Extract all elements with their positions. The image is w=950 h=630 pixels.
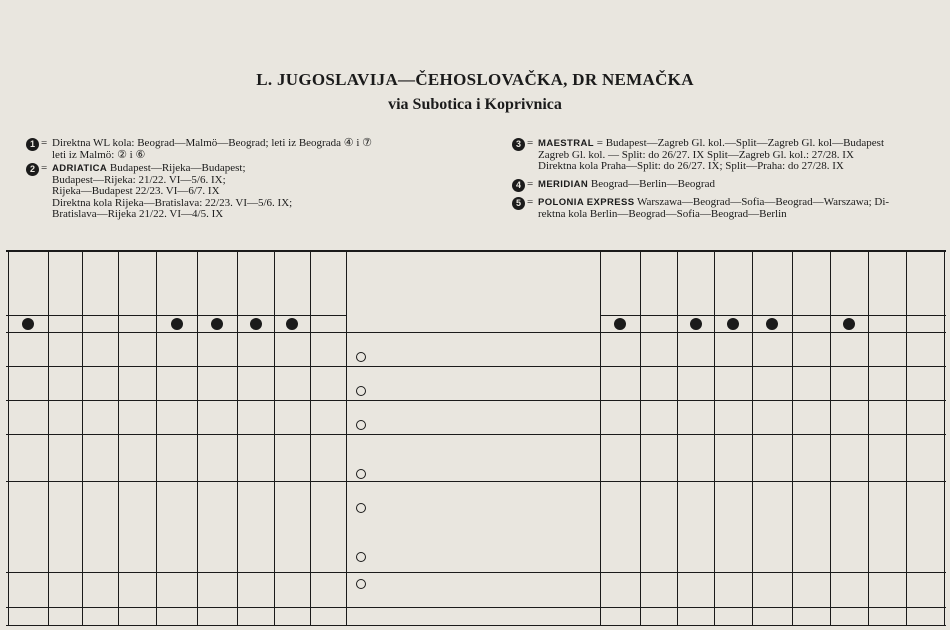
note-4: 4 = MERIDIAN Beograd—Berlin—Beograd xyxy=(538,179,715,191)
station-circle-8 xyxy=(356,469,366,479)
station-circle-15 xyxy=(356,579,366,589)
note-2-line-1: Budapest—Rijeka—Budapest; xyxy=(107,162,246,174)
right-header-note-marker-204 xyxy=(690,318,702,330)
note-3-line-1: = Budapest—Zagreb Gl. kol.—Split—Zagreb Gl. kol—Budapest xyxy=(593,137,885,149)
rule-header-right xyxy=(600,315,946,316)
left-col-rule-0 xyxy=(8,250,9,625)
rule-5 xyxy=(6,481,946,482)
right-header-note-marker-1202 xyxy=(843,318,855,330)
left-col-rule-8 xyxy=(310,250,311,625)
note-3: 3 = MAESTRAL = Budapest—Zagreb Gl. kol.—Split—Zagreb Gl. kol—Budapest Zagreb Gl. kol. — Split: do 26/27. IX Split—Zagreb Gl. kol.: 27/28. IX Direktna kola Praha—Split: do 26/27. IX; Split—Praha: do 27/28. IX xyxy=(538,138,884,173)
note-2-line-5: Bratislava—Rijeka 21/22. VI—4/5. IX xyxy=(52,208,224,220)
right-header-note-marker-377 xyxy=(727,318,739,330)
right-col-rule-2 xyxy=(677,250,678,625)
left-col-rule-5 xyxy=(197,250,198,625)
note-3-marker: 3 xyxy=(512,138,525,151)
station-circle-1 xyxy=(356,352,366,362)
right-col-rule-5 xyxy=(792,250,793,625)
right-header-note-marker-233 xyxy=(766,318,778,330)
note-4-marker: 4 xyxy=(512,179,525,192)
right-col-rule-0 xyxy=(600,250,601,625)
note-2-line-3: Rijeka—Budapest 22/23. VI—6/7. IX xyxy=(52,185,220,197)
station-circle-5 xyxy=(356,420,366,430)
left-col-rule-4 xyxy=(156,250,157,625)
left-header-note-marker-376 xyxy=(250,318,262,330)
note-5-name: POLONIA EXPRESS xyxy=(538,197,635,208)
note-4-line-1: Beograd—Berlin—Beograd xyxy=(588,178,715,190)
note-3-name: MAESTRAL xyxy=(538,138,594,149)
note-5: 5 = POLONIA EXPRESS Warszawa—Beograd—Sofia—Beograd—Warszawa; Di- rektna kola Berlin—Beograd—Sofia—Beograd—Berlin xyxy=(538,197,889,220)
note-3-line-2: Zagreb Gl. kol. — Split: do 26/27. IX Split—Zagreb Gl. kol.: 27/28. IX xyxy=(538,148,854,161)
left-col-rule-7 xyxy=(274,250,275,625)
note-2-marker: 2 xyxy=(26,163,39,176)
note-5-line-1: Warszawa—Beograd—Sofia—Beograd—Warszawa; Di- xyxy=(634,196,890,208)
left-col-rule-2 xyxy=(82,250,83,625)
rule-0 xyxy=(6,250,946,252)
station-circle-13 xyxy=(356,552,366,562)
right-col-rule-3 xyxy=(714,250,715,625)
left-header-note-marker-232 xyxy=(22,318,34,330)
note-1-line-1: Direktna WL kola: Beograd—Malmö—Beograd; leti iz Beograda ④ i ⑦ xyxy=(52,137,372,149)
note-4-name: MERIDIAN xyxy=(538,179,589,190)
page-title: L. JUGOSLAVIJA—ČEHOSLOVAČKA, DR NEMAČKA xyxy=(256,70,694,89)
rule-7 xyxy=(6,607,946,608)
rule-4 xyxy=(6,434,946,435)
rule-1 xyxy=(6,332,946,333)
station-circle-10 xyxy=(356,503,366,513)
note-1: 1 = Direktna WL kola: Beograd—Malmö—Beograd; leti iz Beograda ④ i ⑦ leti iz Malmö: ② i ⑥ xyxy=(52,138,372,161)
note-2-name: ADRIATICA xyxy=(52,163,108,174)
note-3-line-3: Direktna kola Praha—Split: do 26/27. IX; Split—Praha: do 27/28. IX xyxy=(538,160,844,172)
left-header-note-marker-205 xyxy=(211,318,223,330)
station-circle-3 xyxy=(356,386,366,396)
left-col-rule-6 xyxy=(237,250,238,625)
note-2-line-4: Direktna kola Rijeka—Bratislava: 22/23. VI—5/6. IX; xyxy=(52,196,293,209)
page-subtitle: via Subotica i Koprivnica xyxy=(388,96,562,113)
left-header-note-marker-330 xyxy=(286,318,298,330)
rule-3 xyxy=(6,400,946,401)
right-col-rule-7 xyxy=(868,250,869,625)
rule-header-left xyxy=(6,315,346,316)
right-col-rule-4 xyxy=(752,250,753,625)
left-col-rule-1 xyxy=(48,250,49,625)
rule-6 xyxy=(6,572,946,573)
right-col-rule-8 xyxy=(906,250,907,625)
left-col-rule-3 xyxy=(118,250,119,625)
right-header-note-marker-331 xyxy=(614,318,626,330)
note-2: 2 = ADRIATICA Budapest—Rijeka—Budapest; Budapest—Rijeka: 21/22. VI—5/6. IX; Rijeka—Budapest 22/23. VI—6/7. IX Direktna kola Rijeka—Bratislava: 22/23. VI—5/6. IX; Bratislava—Rijeka 21/22. VI—4/5. IX xyxy=(52,163,292,221)
right-col-rule-1 xyxy=(640,250,641,625)
right-col-rule-9 xyxy=(944,250,945,625)
note-5-line-2: rektna kola Berlin—Beograd—Sofia—Beograd—Berlin xyxy=(538,207,787,220)
left-header-note-marker-1203 xyxy=(171,318,183,330)
left-col-rule-9 xyxy=(346,250,347,625)
note-2-line-2: Budapest—Rijeka: 21/22. VI—5/6. IX; xyxy=(52,173,226,186)
note-5-marker: 5 xyxy=(512,197,525,210)
right-col-rule-6 xyxy=(830,250,831,625)
note-1-line-2: leti iz Malmö: ② i ⑥ xyxy=(52,148,146,161)
rule-2 xyxy=(6,366,946,367)
note-1-marker: 1 xyxy=(26,138,39,151)
rule-8 xyxy=(6,625,946,626)
